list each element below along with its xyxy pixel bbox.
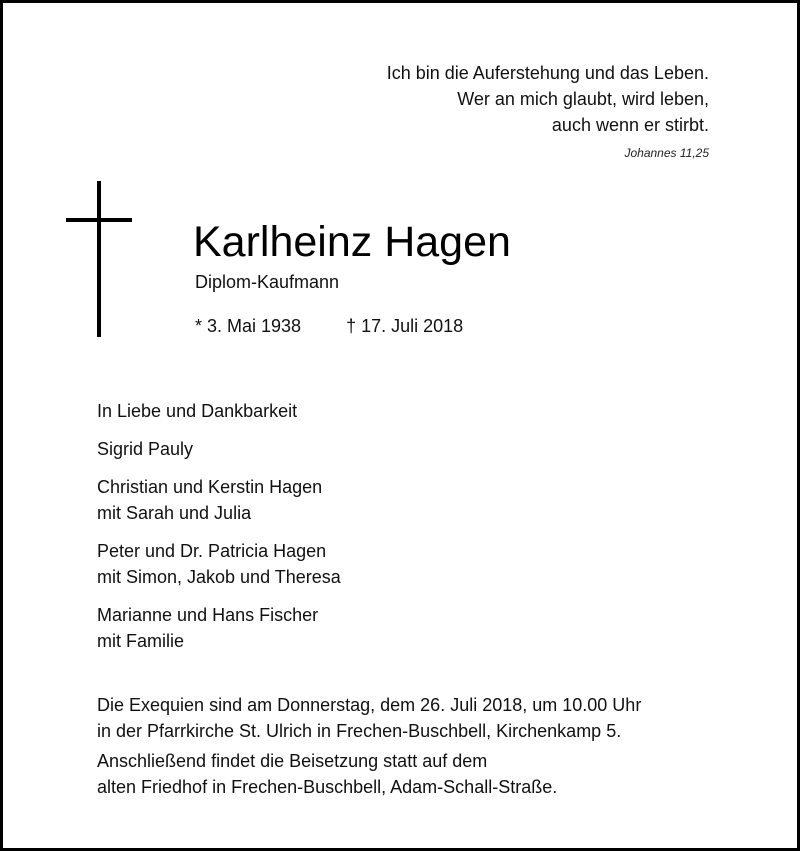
mourner-line: Christian und Kerstin Hagen (97, 477, 323, 497)
service-line: Die Exequien sind am Donnerstag, dem 26. Juli 2018, um 10.00 Uhr (97, 695, 642, 715)
verse-line: Wer an mich glaubt, wird leben, (457, 89, 709, 109)
service-line: Anschließend findet die Beisetzung statt auf dem (97, 751, 488, 771)
service-line: alten Friedhof in Frechen-Buschbell, Adam-Schall-Straße. (97, 777, 558, 797)
mourner-group (97, 474, 341, 526)
mourner-line: mit Simon, Jakob und Theresa (97, 567, 341, 587)
deceased-name: Karlheinz Hagen (193, 218, 511, 266)
mourner-line: mit Sarah und Julia (97, 503, 252, 523)
mourner-group (97, 602, 341, 654)
death-date: † 17. Juli 2018 (346, 316, 464, 336)
mourner-group (97, 538, 341, 590)
service-line: in der Pfarrkirche St. Ulrich in Frechen-Buschbell, Kirchenkamp 5. (97, 721, 622, 741)
service-paragraph (97, 692, 641, 744)
mourner-line: Marianne und Hans Fischer (97, 605, 319, 625)
service-paragraph (97, 748, 641, 800)
mourners-list (97, 398, 341, 666)
mourners-intro: In Liebe und Dankbarkeit (97, 401, 298, 421)
mourner-line: Sigrid Pauly (97, 439, 194, 459)
service-details (97, 692, 641, 804)
mourner-line: Peter und Dr. Patricia Hagen (97, 541, 327, 561)
life-dates (195, 316, 463, 337)
verse-reference: Johannes 11,25 (624, 146, 709, 160)
mourner-group (97, 436, 341, 462)
verse-line: Ich bin die Auferstehung und das Leben. (386, 63, 709, 83)
deceased-title: Diplom-Kaufmann (195, 272, 340, 292)
cross-icon (66, 181, 132, 337)
mourner-line: mit Familie (97, 631, 185, 651)
birth-date: * 3. Mai 1938 (195, 316, 302, 336)
verse-line: auch wenn er stirbt. (551, 115, 709, 135)
bible-verse (387, 60, 709, 138)
